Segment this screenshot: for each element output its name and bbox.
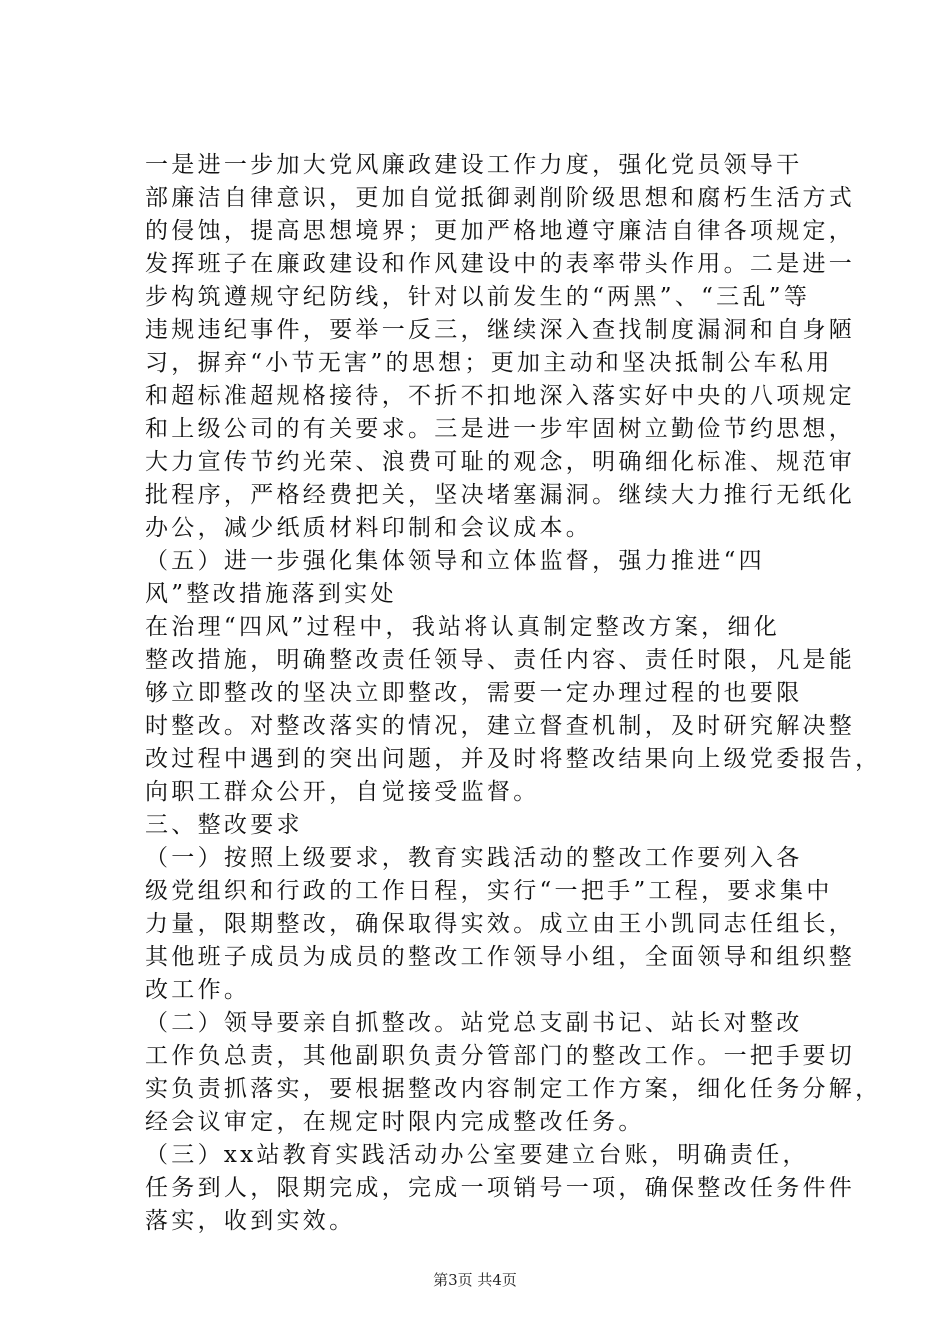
section-heading: 风”整改措施落到实处 xyxy=(145,581,397,607)
text-line: 经会议审定，在规定时限内完成整改任务。 xyxy=(145,1109,645,1135)
text-line: 任务到人，限期完成，完成一项销号一项，确保整改任务件件 xyxy=(145,1175,856,1201)
text-line: 力量，限期整改，确保取得实效。成立由王小凯同志任组长， xyxy=(145,911,856,937)
text-line: 和上级公司的有关要求。三是进一步牢固树立勤俭节约思想， xyxy=(145,416,856,442)
text-line: 发挥班子在廉政建设和作风建设中的表率带头作用。二是进一 xyxy=(145,251,856,277)
text-line: 一是进一步加大党风廉政建设工作力度，强化党员领导干 xyxy=(145,152,803,178)
text-line: 办公，减少纸质材料印制和会议成本。 xyxy=(145,515,593,541)
text-line: 部廉洁自律意识，更加自觉抵御剥削阶级思想和腐朽生活方式 xyxy=(145,185,856,211)
page-number: 第3页 共4页 xyxy=(433,1271,517,1289)
text-line: 实负责抓落实，要根据整改内容制定工作方案，细化任务分解， xyxy=(145,1076,882,1102)
text-line: 在治理“四风”过程中，我站将认真制定整改方案，细化 xyxy=(145,614,781,640)
text-line: 改工作。 xyxy=(145,977,251,1003)
text-line: （二）领导要亲自抓整改。站党总支副书记、站长对整改 xyxy=(145,1010,803,1036)
text-line: 其他班子成员为成员的整改工作领导小组，全面领导和组织整 xyxy=(145,944,856,970)
text-line: 够立即整改的坚决立即整改，需要一定办理过程的也要限 xyxy=(145,680,803,706)
text-line: 习，摒弃“小节无害”的思想；更加主动和坚决抵制公车私用 xyxy=(145,350,833,376)
text-line: 步构筑遵规守纪防线，针对以前发生的“两黑”、“三乱”等 xyxy=(145,284,811,310)
text-line: 时整改。对整改落实的情况，建立督查机制，及时研究解决整 xyxy=(145,713,856,739)
text-line: 的侵蚀，提高思想境界；更加严格地遵守廉洁自律各项规定， xyxy=(145,218,856,244)
text-line: 整改措施，明确整改责任领导、责任内容、责任时限，凡是能 xyxy=(145,647,856,673)
text-line: 和超标准超规格接待，不折不扣地深入落实好中央的八项规定 xyxy=(145,383,856,409)
text-line: 向职工群众公开，自觉接受监督。 xyxy=(145,779,540,805)
section-heading: 三、整改要求 xyxy=(145,812,303,838)
text-line: 级党组织和行政的工作日程，实行“一把手”工程，要求集中 xyxy=(145,878,833,904)
text-line: （一）按照上级要求，教育实践活动的整改工作要列入各 xyxy=(145,845,803,871)
text-line: 大力宣传节约光荣、浪费可耻的观念，明确细化标准、规范审 xyxy=(145,449,856,475)
section-heading: （五）进一步强化集体领导和立体监督，强力推进“四 xyxy=(145,548,765,574)
page-footer xyxy=(0,1270,950,1290)
text-line: 改过程中遇到的突出问题，并及时将整改结果向上级党委报告， xyxy=(145,746,882,772)
text-line: 批程序，严格经费把关，坚决堵塞漏洞。继续大力推行无纸化 xyxy=(145,482,856,508)
text-line: （三）xx站教育实践活动办公室要建立台账，明确责任， xyxy=(145,1142,809,1168)
text-line: 违规违纪事件，要举一反三，继续深入查找制度漏洞和自身陋 xyxy=(145,317,856,343)
text-line: 工作负总责，其他副职负责分管部门的整改工作。一把手要切 xyxy=(145,1043,856,1069)
text-line: 落实，收到实效。 xyxy=(145,1208,356,1234)
